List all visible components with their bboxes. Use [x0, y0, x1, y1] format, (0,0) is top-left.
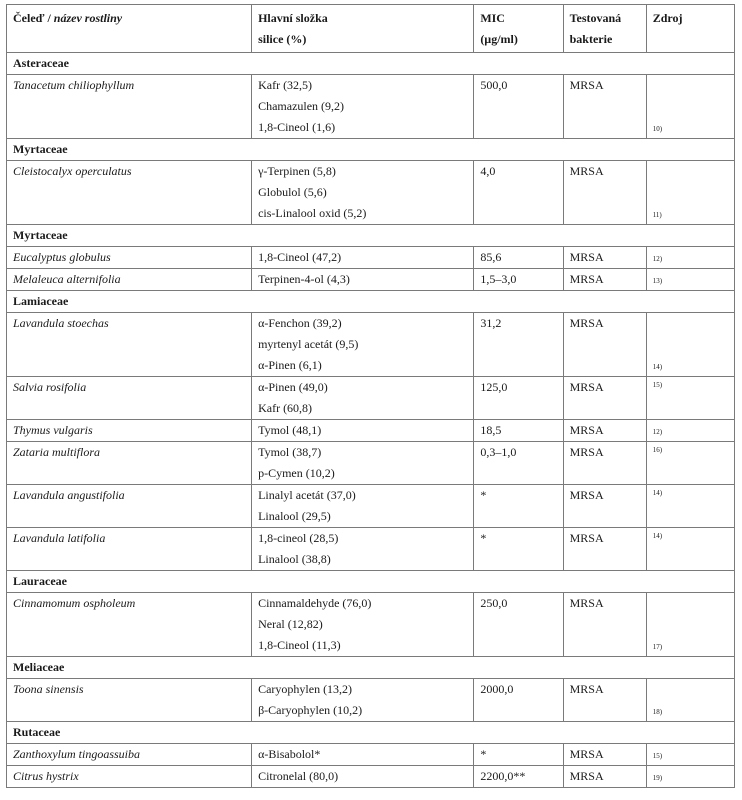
component-cell	[252, 485, 474, 528]
mic-value: *	[474, 744, 563, 766]
component-item: cis-Linalool oxid (5,2)	[258, 206, 367, 220]
plant-row	[7, 442, 735, 485]
family-name: Rutaceae	[7, 722, 735, 744]
mic-value: 31,2	[474, 313, 563, 377]
mic-value: 4,0	[474, 161, 563, 225]
bacteria-name: MRSA	[563, 161, 646, 225]
plant-row	[7, 75, 735, 139]
component-item: 1,8-Cineol (47,2)	[258, 250, 342, 264]
component-cell	[252, 593, 474, 657]
component-cell	[252, 161, 474, 225]
plant-name: Citrus hystrix	[7, 766, 252, 788]
header-component	[252, 5, 474, 53]
mic-value: *	[474, 485, 563, 528]
mic-value: 0,3–1,0	[474, 442, 563, 485]
component-item: α-Fenchon (39,2)	[258, 316, 342, 330]
bacteria-name: MRSA	[563, 766, 646, 788]
mic-value: 125,0	[474, 377, 563, 420]
plant-name: Salvia rosifolia	[7, 377, 252, 420]
component-cell	[252, 744, 474, 766]
component-item: Neral (12,82)	[258, 617, 323, 631]
plant-row	[7, 593, 735, 657]
bacteria-name: MRSA	[563, 744, 646, 766]
reference-number: 14)	[646, 528, 734, 571]
component-item: Chamazulen (9,2)	[258, 99, 345, 113]
plant-row	[7, 377, 735, 420]
plant-row	[7, 679, 735, 722]
header-plant-family: Čeleď /	[13, 11, 51, 25]
header-plant-name: název rostliny	[53, 11, 123, 25]
header-mic-line2: (µg/ml)	[480, 32, 518, 46]
component-cell	[252, 420, 474, 442]
reference-number: 12)	[646, 420, 734, 442]
family-row	[7, 657, 735, 679]
plant-name: Tanacetum chiliophyllum	[7, 75, 252, 139]
family-name: Meliaceae	[7, 657, 735, 679]
reference-number: 11)	[646, 161, 734, 225]
plant-row	[7, 485, 735, 528]
plant-row	[7, 528, 735, 571]
component-item: Tymol (48,1)	[258, 423, 322, 437]
family-name: Lamiaceae	[7, 291, 735, 313]
component-cell	[252, 247, 474, 269]
component-item: α-Bisabolol*	[258, 747, 321, 761]
family-row	[7, 139, 735, 161]
header-row	[7, 5, 735, 53]
plant-name: Toona sinensis	[7, 679, 252, 722]
header-mic	[474, 5, 563, 53]
mic-value: 18,5	[474, 420, 563, 442]
plant-row	[7, 161, 735, 225]
header-component-line2: silice (%)	[258, 32, 307, 46]
plant-name: Zanthoxylum tingoassuiba	[7, 744, 252, 766]
reference-number: 15)	[646, 377, 734, 420]
plant-name: Lavandula latifolia	[7, 528, 252, 571]
bacteria-name: MRSA	[563, 420, 646, 442]
component-item: α-Pinen (49,0)	[258, 380, 328, 394]
plant-row	[7, 420, 735, 442]
plant-row	[7, 313, 735, 377]
component-cell	[252, 766, 474, 788]
header-bacteria	[563, 5, 646, 53]
plant-row	[7, 766, 735, 788]
plant-name: Cleistocalyx operculatus	[7, 161, 252, 225]
bacteria-name: MRSA	[563, 485, 646, 528]
plant-name: Zataria multiflora	[7, 442, 252, 485]
bacteria-name: MRSA	[563, 593, 646, 657]
reference-number: 14)	[646, 313, 734, 377]
bacteria-name: MRSA	[563, 442, 646, 485]
component-item: γ-Terpinen (5,8)	[258, 164, 336, 178]
family-row	[7, 722, 735, 744]
component-item: Globulol (5,6)	[258, 185, 327, 199]
component-cell	[252, 75, 474, 139]
component-item: 1,8-cineol (28,5)	[258, 531, 339, 545]
table-body	[7, 5, 735, 788]
component-item: p-Cymen (10,2)	[258, 466, 335, 480]
bacteria-name: MRSA	[563, 528, 646, 571]
plant-row	[7, 247, 735, 269]
component-item: Tymol (38,7)	[258, 445, 322, 459]
family-name: Asteraceae	[7, 53, 735, 75]
mic-value: 2000,0	[474, 679, 563, 722]
plant-name: Melaleuca alternifolia	[7, 269, 252, 291]
component-item: Linalyl acetát (37,0)	[258, 488, 356, 502]
component-item: β-Caryophylen (10,2)	[258, 703, 363, 717]
mic-value: 500,0	[474, 75, 563, 139]
header-bacteria-line2: bakterie	[569, 32, 613, 46]
bacteria-name: MRSA	[563, 313, 646, 377]
reference-number: 16)	[646, 442, 734, 485]
reference-number: 13)	[646, 269, 734, 291]
reference-number: 10)	[646, 75, 734, 139]
component-cell	[252, 679, 474, 722]
plant-name: Thymus vulgaris	[7, 420, 252, 442]
bacteria-name: MRSA	[563, 247, 646, 269]
component-item: Caryophylen (13,2)	[258, 682, 353, 696]
reference-number: 12)	[646, 247, 734, 269]
component-item: Linalool (38,8)	[258, 552, 331, 566]
mic-value: 85,6	[474, 247, 563, 269]
family-name: Myrtaceae	[7, 225, 735, 247]
header-source: Zdroj	[646, 5, 734, 53]
header-bacteria-line1: Testovaná	[569, 11, 622, 25]
plant-row	[7, 269, 735, 291]
component-item: Kafr (60,8)	[258, 401, 313, 415]
component-item: 1,8-Cineol (11,3)	[258, 638, 341, 652]
component-item: α-Pinen (6,1)	[258, 358, 322, 372]
bacteria-name: MRSA	[563, 679, 646, 722]
reference-number: 18)	[646, 679, 734, 722]
family-name: Lauraceae	[7, 571, 735, 593]
component-item: Kafr (32,5)	[258, 78, 313, 92]
plant-name: Cinnamomum ospholeum	[7, 593, 252, 657]
component-cell	[252, 442, 474, 485]
plant-row	[7, 744, 735, 766]
plant-name: Lavandula angustifolia	[7, 485, 252, 528]
mic-value: 2200,0**	[474, 766, 563, 788]
component-cell	[252, 377, 474, 420]
plant-name: Eucalyptus globulus	[7, 247, 252, 269]
family-row	[7, 225, 735, 247]
family-row	[7, 53, 735, 75]
component-cell	[252, 313, 474, 377]
header-mic-line1: MIC	[480, 11, 505, 25]
mic-value: 1,5–3,0	[474, 269, 563, 291]
component-cell	[252, 269, 474, 291]
header-component-line1: Hlavní složka	[258, 11, 328, 25]
header-plant	[7, 5, 252, 53]
plant-name: Lavandula stoechas	[7, 313, 252, 377]
bacteria-name: MRSA	[563, 377, 646, 420]
reference-number: 17)	[646, 593, 734, 657]
component-item: Citronelal (80,0)	[258, 769, 339, 783]
reference-number: 15)	[646, 744, 734, 766]
reference-number: 19)	[646, 766, 734, 788]
component-cell	[252, 528, 474, 571]
family-name: Myrtaceae	[7, 139, 735, 161]
component-item: 1,8-Cineol (1,6)	[258, 120, 336, 134]
essential-oils-table	[6, 4, 735, 788]
bacteria-name: MRSA	[563, 269, 646, 291]
component-item: Terpinen-4-ol (4,3)	[258, 272, 350, 286]
component-item: Linalool (29,5)	[258, 509, 331, 523]
family-row	[7, 291, 735, 313]
reference-number: 14)	[646, 485, 734, 528]
family-row	[7, 571, 735, 593]
mic-value: *	[474, 528, 563, 571]
bacteria-name: MRSA	[563, 75, 646, 139]
mic-value: 250,0	[474, 593, 563, 657]
component-item: Cinnamaldehyde (76,0)	[258, 596, 372, 610]
component-item: myrtenyl acetát (9,5)	[258, 337, 359, 351]
